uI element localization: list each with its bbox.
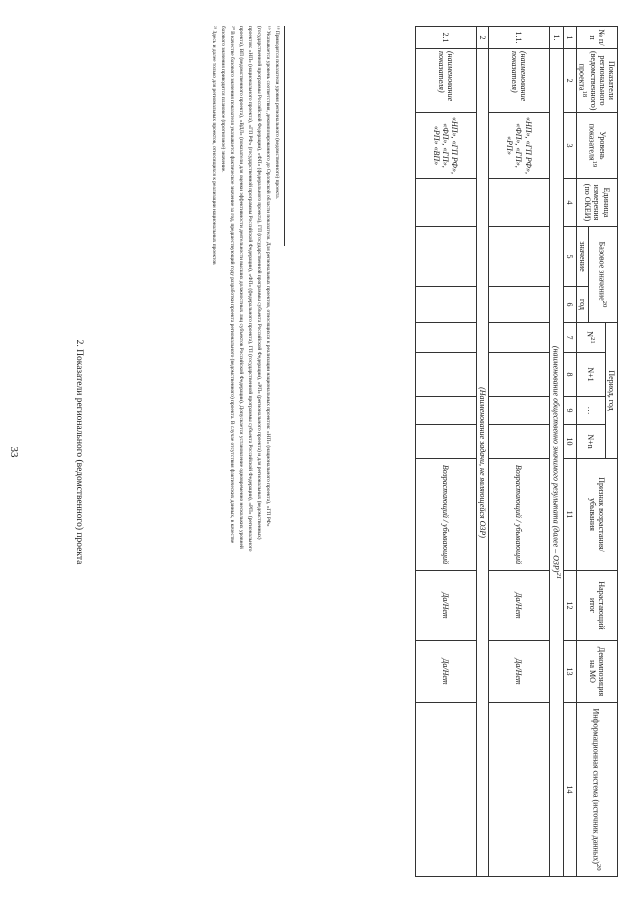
base-value-cell: [415, 227, 476, 287]
col-num: 6: [563, 287, 576, 323]
header-nn: N+n: [576, 425, 605, 459]
header-n: $N^{21}$: [576, 323, 605, 353]
col-num: 4: [563, 179, 576, 227]
col-num: 12: [563, 571, 576, 641]
page-number: 33: [8, 446, 20, 458]
col-num: 8: [563, 353, 576, 397]
sign-cell: Возрастающий / убывающий: [415, 459, 476, 571]
period-nn-cell: [488, 425, 549, 459]
col-num: 10: [563, 425, 576, 459]
period-n1-cell: [488, 353, 549, 397]
header-no: № п/п: [576, 27, 617, 49]
cumulative-cell: Да/Нет: [415, 571, 476, 641]
section-number: 1.: [549, 27, 563, 49]
col-num: 7: [563, 323, 576, 353]
header-sign: Признак возрастания/убывания: [576, 459, 617, 571]
period-n-cell: [415, 323, 476, 353]
header-indicator: Показатели регионального (ведомственного) проекта$^{18}$: [576, 49, 617, 113]
indicator-level: «НП», «ГП РФ», «ФП», «ГП», «РП»: [488, 113, 549, 179]
sign-cell: Возрастающий / убывающий: [488, 459, 549, 571]
header-level: Уровень показателя$^{19}$: [576, 113, 617, 179]
header-n1: N+1: [576, 353, 605, 397]
col-num: 11: [563, 459, 576, 571]
infosystem-cell: [488, 703, 549, 877]
row-number: 1.1.: [488, 27, 549, 49]
footnote: ²⁰ В качестве базового значения показателя указывается фактическое значение за год, предшествующий году разработки проекта регионального (ведомственного) проекта. В случае отсутствия фактических данных, в качестве: [229, 26, 235, 544]
section-number: 2: [476, 27, 488, 49]
period-dots-cell: [415, 397, 476, 425]
table-row: [415, 27, 476, 877]
col-num: 9: [563, 397, 576, 425]
section-title: (наименование общественно значимого результата (далее – ОЗР)$^{21}$: [549, 49, 563, 877]
period-dots-cell: [488, 397, 549, 425]
table-row: [488, 27, 549, 877]
indicator-name: (наименование показателя): [415, 49, 476, 113]
footnote: ¹⁸ Приводятся показатели уровня регионального (ведомственного) проекта.: [274, 26, 280, 200]
unit-cell: [488, 179, 549, 227]
decomposition-cell: Да/Нет: [488, 641, 549, 703]
unit-cell: [415, 179, 476, 227]
section-row-1: [549, 27, 563, 877]
col-num: 2: [563, 49, 576, 113]
infosystem-cell: [415, 703, 476, 877]
section-caption: 2. Показатели регионального (ведомственного) проекта: [74, 339, 84, 565]
header-base-value: значение: [576, 227, 588, 287]
footnote: проекта), ВП (ведомственного проекта), «ВДЛ» (показатели для оценки эффективности деятельности высших должностных лиц субъектов Российской Федерации). Допускается установление одновременно нескольких уровней: [238, 26, 244, 549]
header-period: Период, год: [605, 323, 617, 459]
decomposition-cell: Да/Нет: [415, 641, 476, 703]
col-num: 3: [563, 113, 576, 179]
header-infosystem: Информационная система (источник данных)$^{20}$: [576, 703, 617, 877]
header-base-year: год: [576, 287, 588, 323]
header-dots: …: [576, 397, 605, 425]
col-num: 13: [563, 641, 576, 703]
header-unit: Единица измерения (по ОКЕИ): [576, 179, 617, 227]
col-num: 5: [563, 227, 576, 287]
footnote: ¹⁹ Указывается уровень соответствия, декомпозированного до Орловской области показателя. Для региональных проектов, относящихся к реализации национальных проектов: «НП» (национального проекта), «ГП РФ»: [265, 26, 271, 527]
footnote: (государственной программы Российской Федерации), «ФП» (федерального проекта), ГП (государственной программы субъекта Российской Федерации), «РП» (регионального проекта) и для региональных (ведомственных): [256, 26, 262, 540]
row-number: 2.1: [415, 27, 476, 49]
col-num: 14: [563, 703, 576, 877]
period-n-cell: [488, 323, 549, 353]
base-year-cell: [488, 287, 549, 323]
cumulative-cell: Да/Нет: [488, 571, 549, 641]
header-decomposition: Декомпозиция на МО: [576, 641, 617, 703]
header-base: Базовое значение$^{20}$: [588, 227, 617, 323]
period-nn-cell: [415, 425, 476, 459]
footnote: проектов: «НП» (национального проекта), «ГП РФ» (государственной программы Российской Федерации), «ФП» (федерального проекта), ГП (государственной программы субъекта Российской Федерации), «РП» (регионального: [247, 26, 253, 552]
section-title: (Наименование задачи, не являющейся ОЗР): [476, 49, 488, 877]
period-n1-cell: [415, 353, 476, 397]
col-num: 1: [563, 27, 576, 49]
header-row-1: [605, 27, 617, 877]
footnote-separator: [284, 26, 285, 246]
footnote: базового значения приводится плановое (прогнозное) значение.: [220, 26, 226, 173]
indicator-name: (наименование показателя): [488, 49, 549, 113]
indicator-level: «НП», «ГП РФ», «ФП», «ГП», «РП» «ВП»: [415, 113, 476, 179]
indicators-table: [415, 26, 618, 877]
base-year-cell: [415, 287, 476, 323]
column-numbers-row: [563, 27, 576, 877]
header-cumulative: Нарастающий итог: [576, 571, 617, 641]
footnote: ²¹ Здесь и далее только для региональных проектов, относящихся к реализации национальных проектов: [211, 26, 217, 265]
base-value-cell: [488, 227, 549, 287]
section-row-2: [476, 27, 488, 877]
